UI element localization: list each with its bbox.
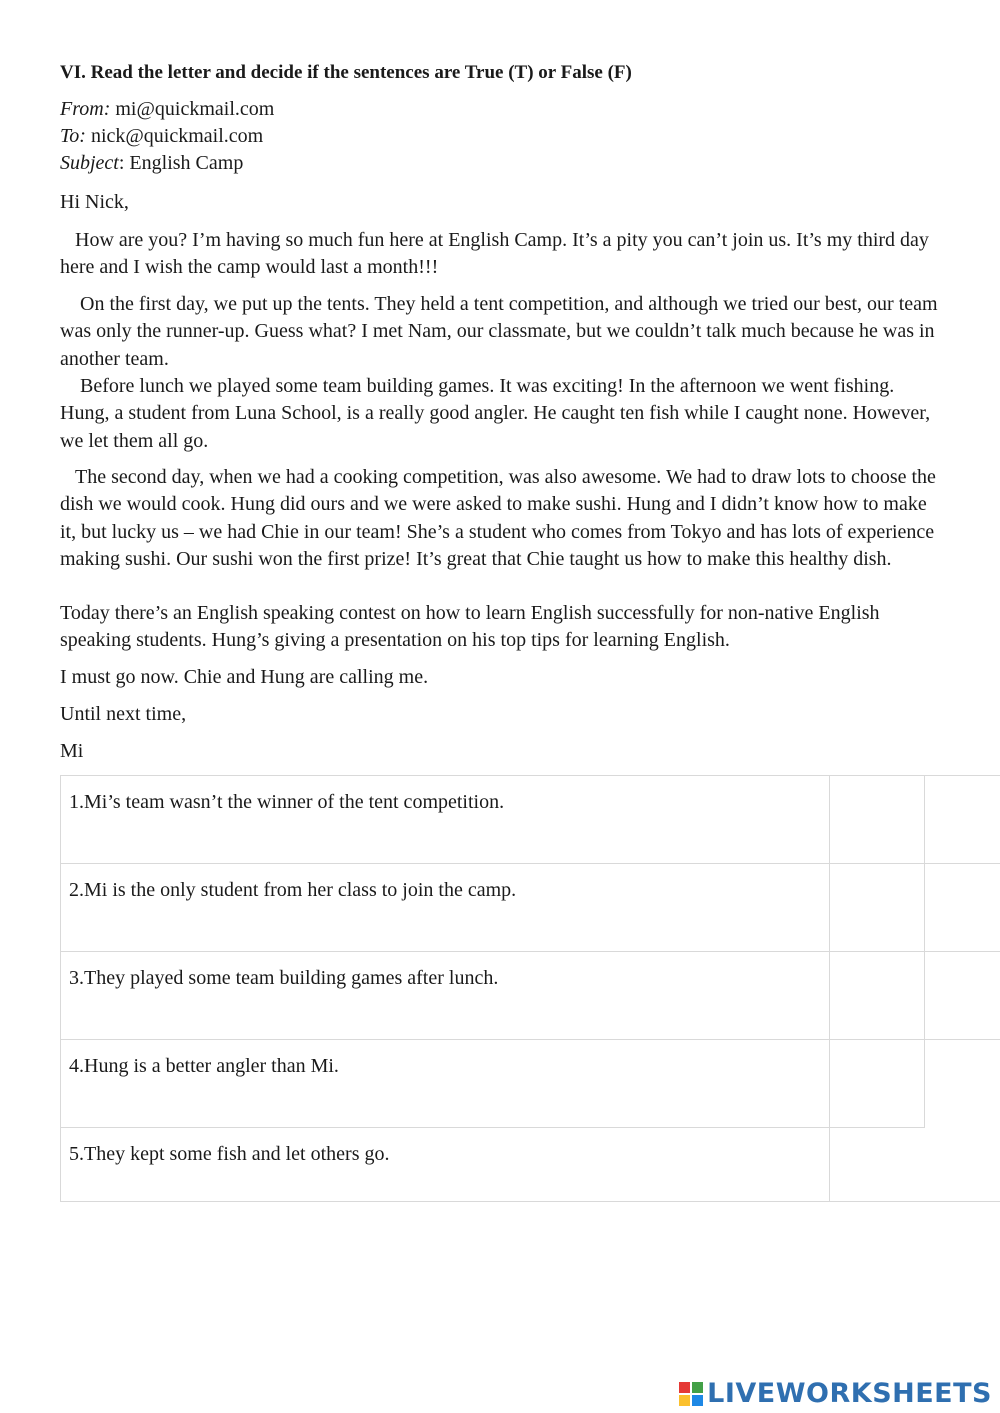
answer-box-2[interactable] bbox=[829, 864, 924, 952]
table-row bbox=[61, 952, 1000, 1040]
answer-box-3b[interactable] bbox=[924, 952, 1000, 1040]
answer-box-4[interactable] bbox=[829, 1040, 924, 1128]
to-value: nick@quickmail.com bbox=[85, 125, 264, 147]
answer-box-1b[interactable] bbox=[924, 776, 1000, 864]
statement-4: 4.Hung is a better angler than Mi. bbox=[61, 1040, 830, 1128]
exercise-heading: VI. Read the letter and decide if the sentences are True (T) or False (F) bbox=[60, 62, 632, 83]
table-row bbox=[61, 776, 1000, 864]
statement-3: 3.They played some team building games after lunch. bbox=[61, 952, 830, 1040]
table-row bbox=[61, 1128, 1000, 1202]
email-subject bbox=[60, 152, 243, 175]
statement-5: 5.They kept some fish and let others go. bbox=[61, 1128, 830, 1202]
letter-paragraph-5: Today there’s an English speaking contest on how to learn English successfully for non-native English speaking students. Hung’s giving a presentation on his top tips for learning English. bbox=[60, 602, 880, 652]
answer-box-4b[interactable] bbox=[924, 1040, 1000, 1128]
email-from bbox=[60, 98, 274, 121]
letter-paragraph-1: How are you? I’m having so much fun here at English Camp. It’s a pity you can’t join us. It’s my third day here and I wish the camp would last a month!!! bbox=[60, 229, 929, 279]
email-to bbox=[60, 125, 263, 148]
subject-label: Subject bbox=[60, 152, 119, 174]
letter-paragraph-3: Before lunch we played some team building games. It was exciting! In the afternoon we went fishing. Hung, a student from Luna School, is a really good angler. He caught ten fish while I caught none. However, we let them all go. bbox=[60, 375, 931, 452]
liveworksheets-logo bbox=[679, 1378, 992, 1409]
logo-text: LIVEWORKSHEETS bbox=[707, 1378, 992, 1409]
true-false-table bbox=[60, 775, 1000, 1202]
table-row bbox=[61, 1040, 1000, 1128]
logo-mark-icon bbox=[679, 1382, 703, 1406]
subject-value: : English Camp bbox=[118, 152, 244, 174]
from-label: From: bbox=[60, 98, 111, 120]
letter-paragraph-6: I must go now. Chie and Hung are calling me. bbox=[60, 666, 429, 688]
letter-greeting: Hi Nick, bbox=[60, 191, 129, 213]
to-label: To: bbox=[60, 125, 86, 147]
answer-box-2b[interactable] bbox=[924, 864, 1000, 952]
letter-closing: Until next time, bbox=[60, 703, 187, 725]
letter-paragraph-4: The second day, when we had a cooking competition, was also awesome. We had to draw lots to choose the dish we would cook. Hung did ours and we were asked to make sushi. Hung and I didn’t know how to make it, but lucky us – we had Chie in our team! She’s a student who comes from Tokyo and has lots of experience making sushi. Our sushi won the first prize! It’s great that Chie taught us how to make this healthy dish. bbox=[60, 466, 936, 570]
table-row bbox=[61, 864, 1000, 952]
letter-signature: Mi bbox=[60, 740, 84, 762]
answer-box-5[interactable] bbox=[829, 1128, 1000, 1202]
answer-box-3[interactable] bbox=[829, 952, 924, 1040]
answer-box-1[interactable] bbox=[829, 776, 924, 864]
from-value: mi@quickmail.com bbox=[110, 98, 275, 120]
letter-paragraph-2: On the first day, we put up the tents. They held a tent competition, and although we tried our best, our team was only the runner-up. Guess what? I met Nam, our classmate, but we couldn’t talk much because he was in another team. bbox=[60, 293, 938, 370]
statement-1: 1.Mi’s team wasn’t the winner of the tent competition. bbox=[61, 776, 830, 864]
statement-2: 2.Mi is the only student from her class to join the camp. bbox=[61, 864, 830, 952]
